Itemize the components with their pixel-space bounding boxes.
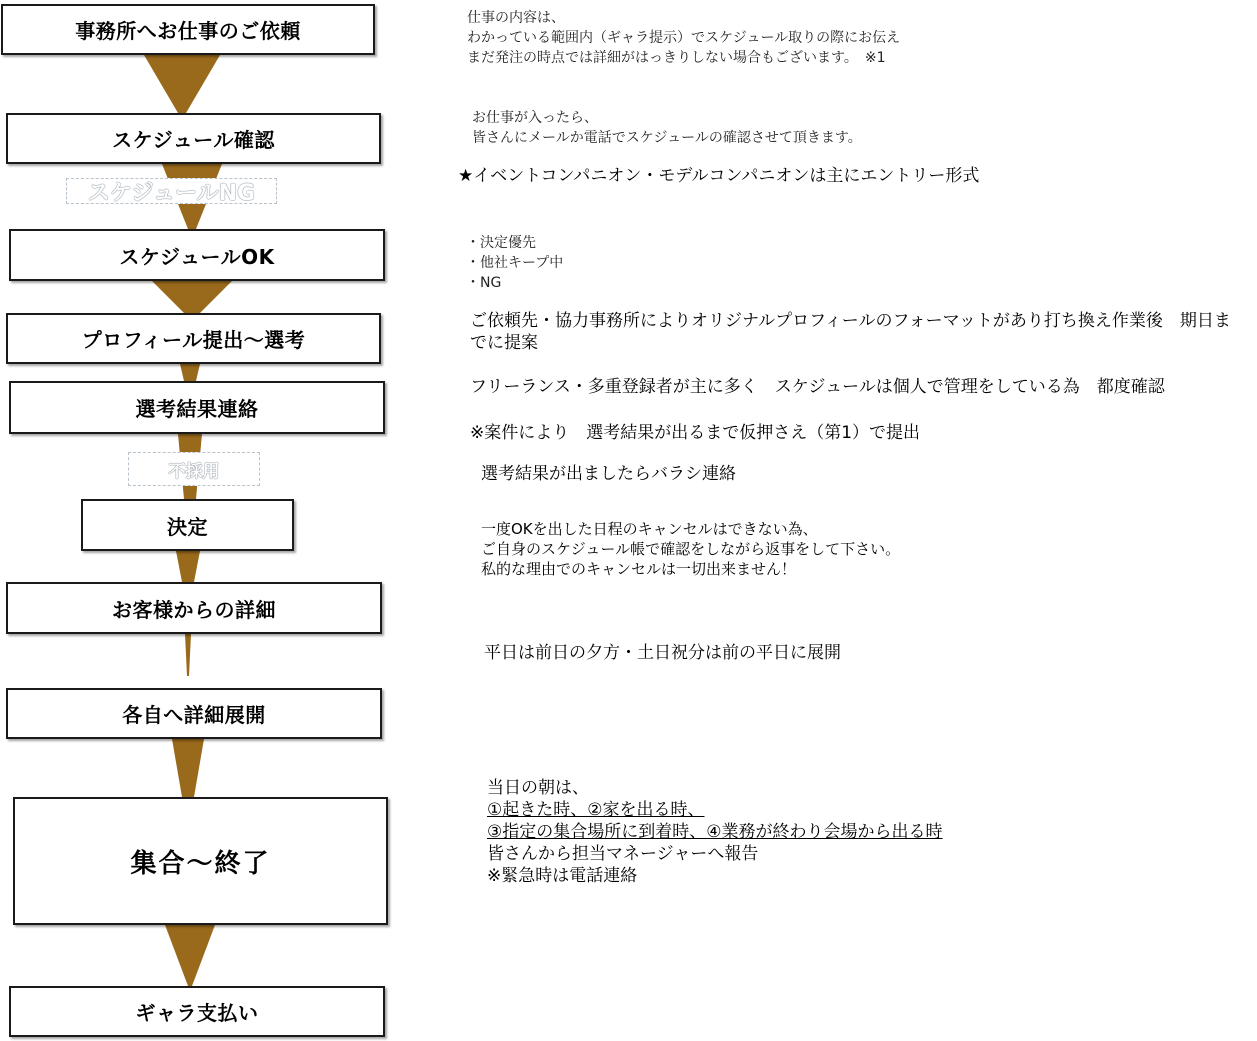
- step-label: 決定: [167, 514, 208, 539]
- connector-9: [165, 925, 215, 986]
- connector-4: [180, 364, 200, 381]
- step-label: 各自へ詳細展開: [122, 703, 266, 727]
- note-schedule-options: ・決定優先 ・他社キープ中 ・NG: [466, 235, 564, 291]
- note-request: 仕事の内容は、 わかっている範囲内（ギャラ提示）でスケジュール取りの際にお伝え まだ発注の時点では詳細がはっきりしない場合もございます。 ※1: [467, 10, 901, 66]
- step-label: スケジュールOK: [119, 244, 275, 269]
- branch-rejected: 不採用: [128, 452, 260, 486]
- note-provisional-hold: ※案件により 選考結果が出るまで仮押さえ（第1）で提出: [470, 423, 921, 443]
- note-day-of: 当日の朝は、 ①起きた時、②家を出る時、 ③指定の集合場所に到着時、④業務が終わり会場から出る時 皆さんから担当マネージャーへ報告 ※緊急時は電話連絡: [487, 778, 943, 886]
- note-result: 選考結果が出ましたらバラシ連絡: [481, 464, 736, 484]
- step-profile-selection: [6, 313, 381, 364]
- connector-7: [185, 634, 191, 676]
- step-decision: [81, 499, 294, 551]
- step-client-details: [6, 582, 382, 634]
- step-label: ギャラ支払い: [135, 1001, 259, 1025]
- step-label: お客様からの詳細: [112, 597, 276, 622]
- step-label: 選考結果連絡: [135, 397, 259, 421]
- step-label: 事務所へお仕事のご依頼: [75, 19, 301, 43]
- connector-3: [152, 281, 232, 313]
- step-schedule-check: [6, 113, 381, 164]
- connector-1: [144, 55, 220, 113]
- branch-schedule-ng: スケジュールNG: [66, 178, 277, 204]
- note-decision: 一度OKを出した日程のキャンセルはできない為、 ご自身のスケジュール帳で確認をしながら返事をして下さい。 私的な理由でのキャンセルは一切出来ません！: [481, 520, 901, 578]
- connector-8: [172, 739, 204, 797]
- step-payment: [9, 986, 385, 1037]
- connector-6: [176, 551, 200, 582]
- step-result-notice: [9, 381, 385, 434]
- step-label: プロフィール提出～選考: [81, 328, 306, 352]
- step-label: 集合～終了: [130, 848, 271, 879]
- step-request: [1, 4, 375, 55]
- note-schedule-check: お仕事が入ったら、 皆さんにメールか電話でスケジュールの確認させて頂きます。: [472, 110, 862, 146]
- step-schedule-ok: [9, 229, 385, 281]
- step-share-details: [6, 688, 382, 739]
- note-profile-format: ご依頼先・協力事務所によりオリジナルプロフィールのフォーマットがあり打ち換え作業後 期日ま でに提案: [470, 311, 1231, 353]
- step-meeting-to-end: [13, 797, 388, 925]
- step-label: スケジュール確認: [112, 128, 275, 152]
- note-entry-format: ★イベントコンパニオン・モデルコンパニオンは主にエントリー形式: [458, 166, 980, 186]
- note-details-timing: 平日は前日の夕方・土日祝分は前の平日に展開: [484, 643, 841, 663]
- note-freelance: フリーランス・多重登録者が主に多く スケジュールは個人で管理をしている為 都度確認: [470, 377, 1165, 397]
